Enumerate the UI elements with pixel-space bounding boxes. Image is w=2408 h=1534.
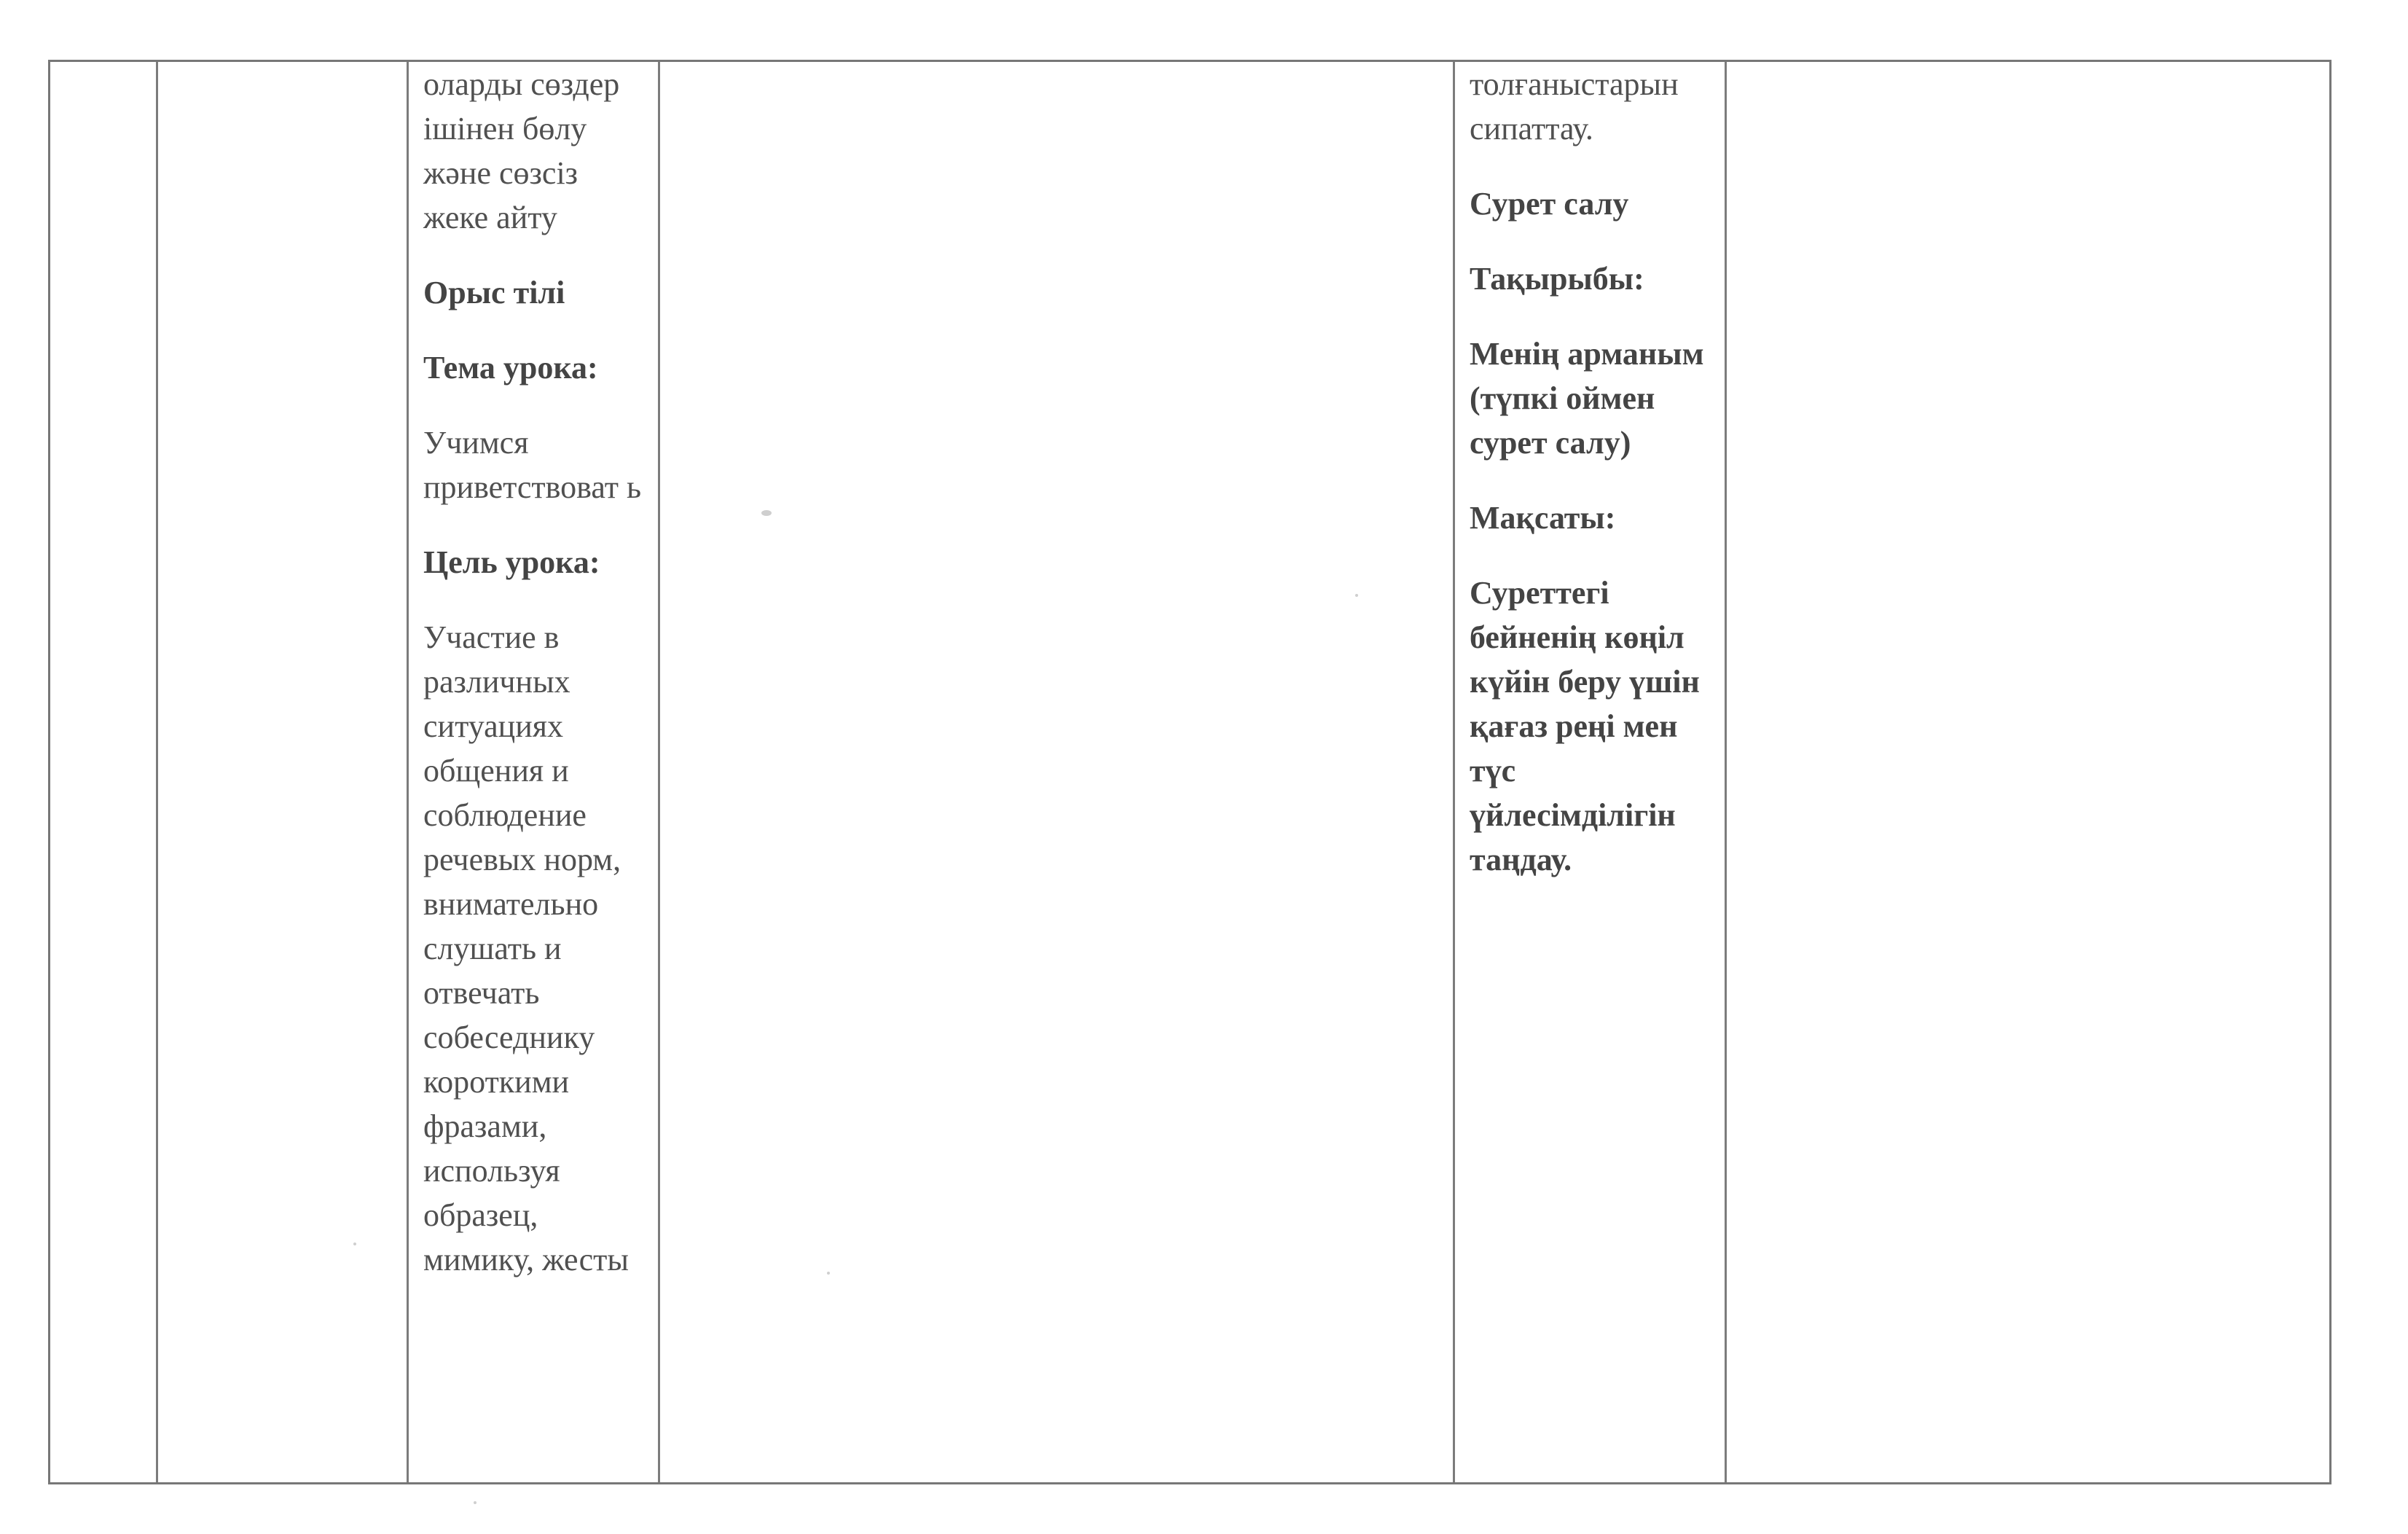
cell-col-2 [158, 62, 407, 1482]
col5-text-continued: толғаныстарын сипаттау. [1470, 66, 1679, 146]
cell-col-5 [1455, 62, 1725, 1482]
scan-speck [353, 1243, 356, 1245]
subject-russian-heading: Орыс тілі [423, 275, 565, 310]
lesson-topic-label: Тема урока: [423, 350, 598, 386]
cell-col-3 [409, 62, 658, 1482]
lesson-plan-table [48, 60, 2331, 1484]
cell-col-4 [660, 62, 1453, 1482]
scan-speck [761, 510, 772, 516]
col3-text-continued: оларды сөздер ішінен бөлу және сөзсіз жеке айту [423, 66, 620, 235]
lesson-goal-label: Цель урока: [423, 544, 600, 580]
cell-col-6 [1727, 62, 2329, 1482]
scan-speck [827, 1272, 830, 1275]
cell-col-1 [50, 62, 156, 1482]
drawing-goal-text: Суреттегі бейненің көңіл күйін беру үшін қағаз реңі мен түс үйлесімділігін таңдау. [1470, 575, 1700, 877]
subject-drawing-heading: Сурет салу [1470, 186, 1629, 222]
lesson-topic-text: Учимся приветствоват ь [423, 425, 642, 505]
drawing-topic-text: Менің арманым (түпкі оймен сурет салу) [1470, 336, 1704, 461]
scan-speck [474, 1501, 476, 1504]
scan-speck [1355, 594, 1358, 597]
lesson-goal-text: Участие в различных ситуациях общения и соблюдение речевых норм, внимательно слушать и отвечать собеседнику короткими фразами, используя образец, мимику, жесты [423, 619, 629, 1277]
drawing-topic-label: Тақырыбы: [1470, 261, 1644, 297]
drawing-goal-label: Мақсаты: [1470, 500, 1616, 536]
